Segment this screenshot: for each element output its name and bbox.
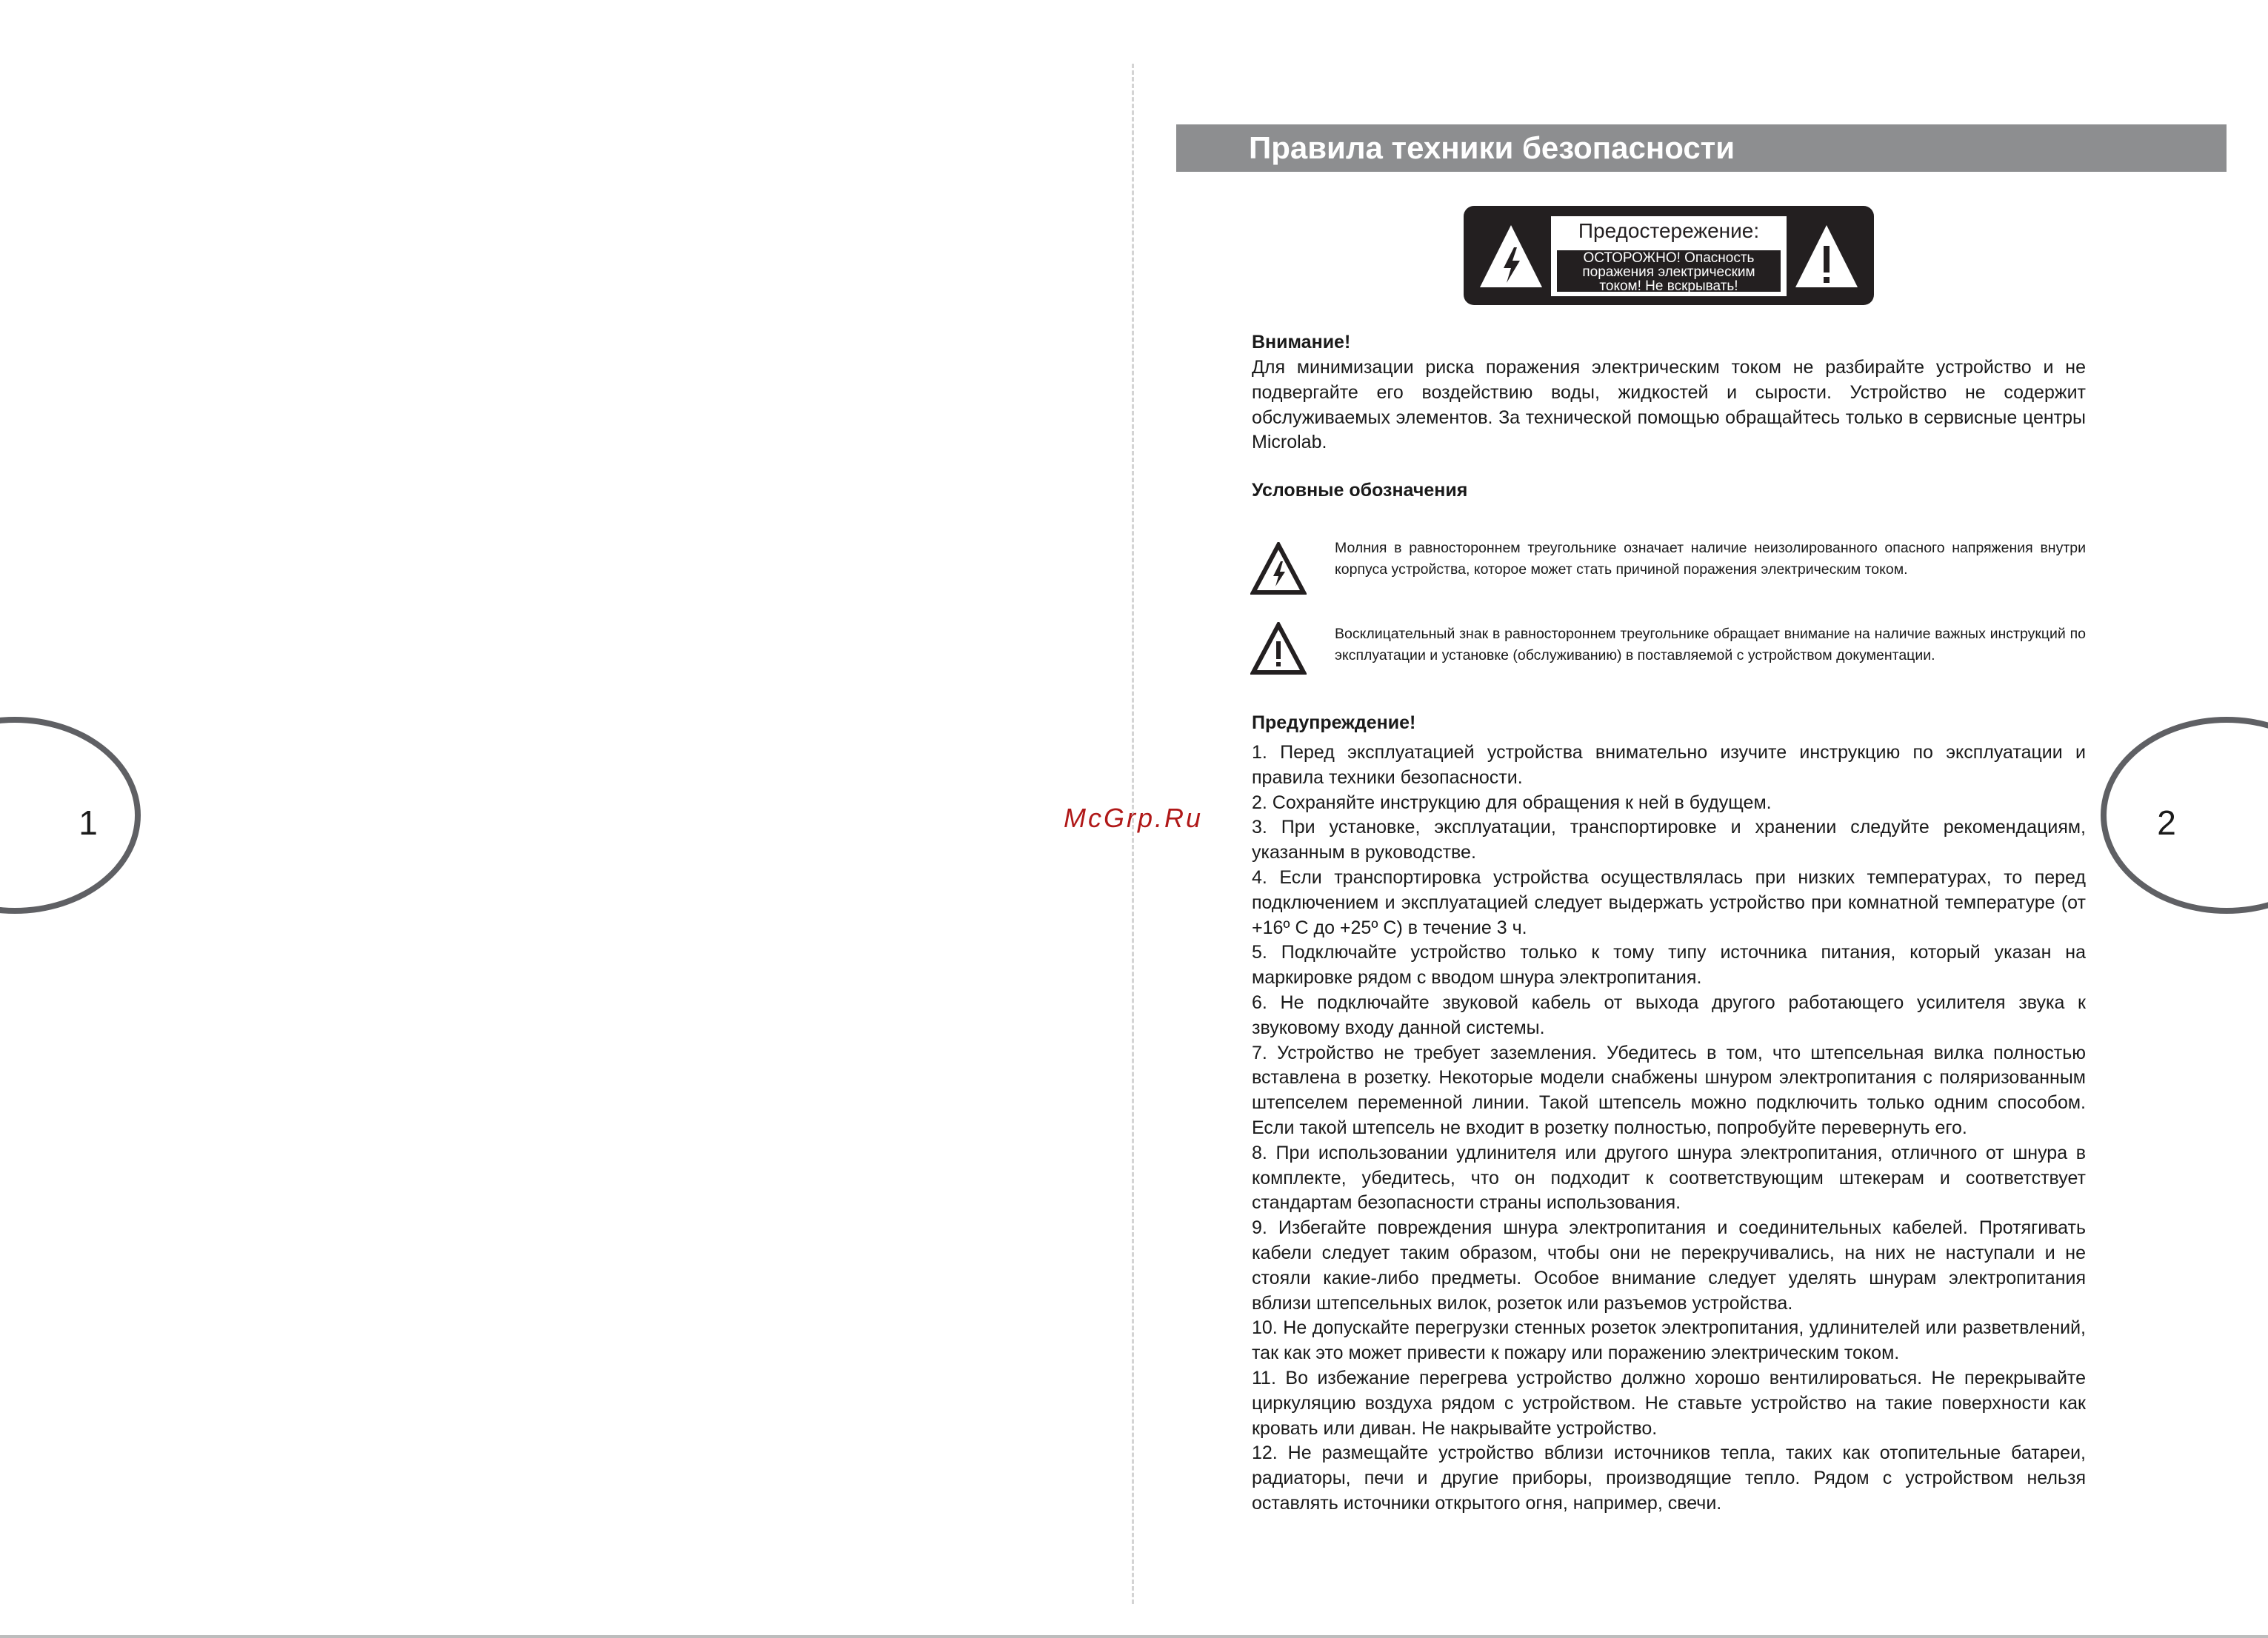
list-item: 3. При установке, эксплуатации, транспортировке и хранении следуйте рекомендациям, указанным в руководстве. <box>1252 817 2086 863</box>
list-item: 5. Подключайте устройство только к тому типу источника питания, который указан на маркировке рядом с вводом шнура электропитания. <box>1252 942 2086 989</box>
warning-list <box>1252 741 2086 1517</box>
list-item: 1. Перед эксплуатацией устройства внимательно изучите инструкцию по эксплуатации и правила техники безопасности. <box>1252 742 2086 788</box>
lightning-triangle-icon <box>1250 542 1307 595</box>
page-title: Правила техники безопасности <box>1249 130 1735 165</box>
attention-text: Для минимизации риска поражения электрическим током не разбирайте устройство и не подвергайте его воздействию воды, жидкостей и сырости. Устройство не содержит обслуживаемых элементов. За технической помощью обращайтесь только в сервисные центры Microlab. <box>1252 357 2086 453</box>
lightning-triangle-icon <box>1477 222 1545 290</box>
attention-heading: Внимание! <box>1252 332 1351 352</box>
list-item: 9. Избегайте повреждения шнура электропитания и соединительных кабелей. Протягивать кабели следует таким образом, чтобы они не перекручивались, на них не наступали и не стояли какие-либо предметы. Особое внимание следует уделять шнурам электропитания вблизи штепсельных вилок, розеток или разъемов устройства. <box>1252 1217 2086 1314</box>
warning-heading: Предупреждение! <box>1252 712 1416 733</box>
bottom-edge-line <box>0 1635 2268 1638</box>
page-number-left: 1 <box>79 803 98 842</box>
caution-label <box>1464 206 1874 305</box>
watermark-text: McGrp.Ru <box>1064 803 1204 833</box>
exclamation-triangle-icon <box>1250 622 1307 675</box>
list-item: 4. Если транспортировка устройства осуществлялась при низких температурах, то перед подключением и эксплуатацией следует выдержать устройство при комнатной температуре (от +16º С до +25º С) в течение 3 ч. <box>1252 866 2086 938</box>
lightning-symbol-description: Молния в равностороннем треугольнике означает наличие неизолированного опасного напряжения внутри корпуса устройства, которое может стать причиной поражения электрическим током. <box>1335 540 2086 578</box>
exclamation-symbol-description: Восклицательный знак в равностороннем треугольнике обращает внимание на наличие важных инструкций по эксплуатации и установке (обслуживанию) в поставляемой с устройством документации. <box>1335 626 2086 663</box>
exclamation-triangle-icon <box>1792 222 1861 290</box>
page-number-right: 2 <box>2157 803 2176 842</box>
caution-heading: Предостережение: <box>1578 219 1760 242</box>
list-item: 6. Не подключайте звуковой кабель от выхода другого работающего усилителя звука к звуковому входу данной системы. <box>1252 992 2086 1038</box>
title-bar <box>1176 124 2227 172</box>
caution-text-box <box>1551 216 1787 296</box>
list-item: 11. Во избежание перегрева устройство должно хорошо вентилироваться. Не перекрывайте циркуляцию воздуха рядом с устройством. Не ставьте устройство на такие поверхности как кровать или диван. Не накрывайте устройство. <box>1252 1367 2086 1439</box>
list-item: 10. Не допускайте перегрузки стенных розеток электропитания, удлинителей или разветвлений, так как это может привести к пожару или поражению электрическим током. <box>1252 1317 2086 1364</box>
caution-message <box>1557 250 1781 292</box>
caution-line: поражения электрическим <box>1582 264 1755 280</box>
list-item: 8. При использовании удлинителя или другого шнура электропитания, отличного от шнура в комплекте, убедитесь, что он подходит к соответствующим штекерам и соответствует стандартам безопасности страны использования. <box>1252 1142 2086 1214</box>
caution-line: ОСТОРОЖНО! Опасность <box>1583 250 1755 266</box>
caution-line: током! Не вскрывать! <box>1599 278 1738 294</box>
list-item: 12. Не размещайте устройство вблизи источников тепла, таких как отопительные батареи, радиаторы, печи и другие приборы, производящие тепло. Рядом с устройством нельзя оставлять источники открытого огня, например, свечи. <box>1252 1443 2086 1514</box>
list-item: 7. Устройство не требует заземления. Убедитесь в том, что штепсельная вилка полностью вставлена в розетку. Некоторые модели снабжены шнуром электропитания с поляризованным штепселем переменной линии. Такой штепсель можно подключить только одним способом. Если такой штепсель не входит в розетку полностью, попробуйте перевернуть его. <box>1252 1042 2086 1138</box>
list-item: 2. Сохраняйте инструкцию для обращения к ней в будущем. <box>1252 792 1772 813</box>
symbols-heading: Условные обозначения <box>1252 480 1468 501</box>
fold-line <box>1132 64 1134 1604</box>
